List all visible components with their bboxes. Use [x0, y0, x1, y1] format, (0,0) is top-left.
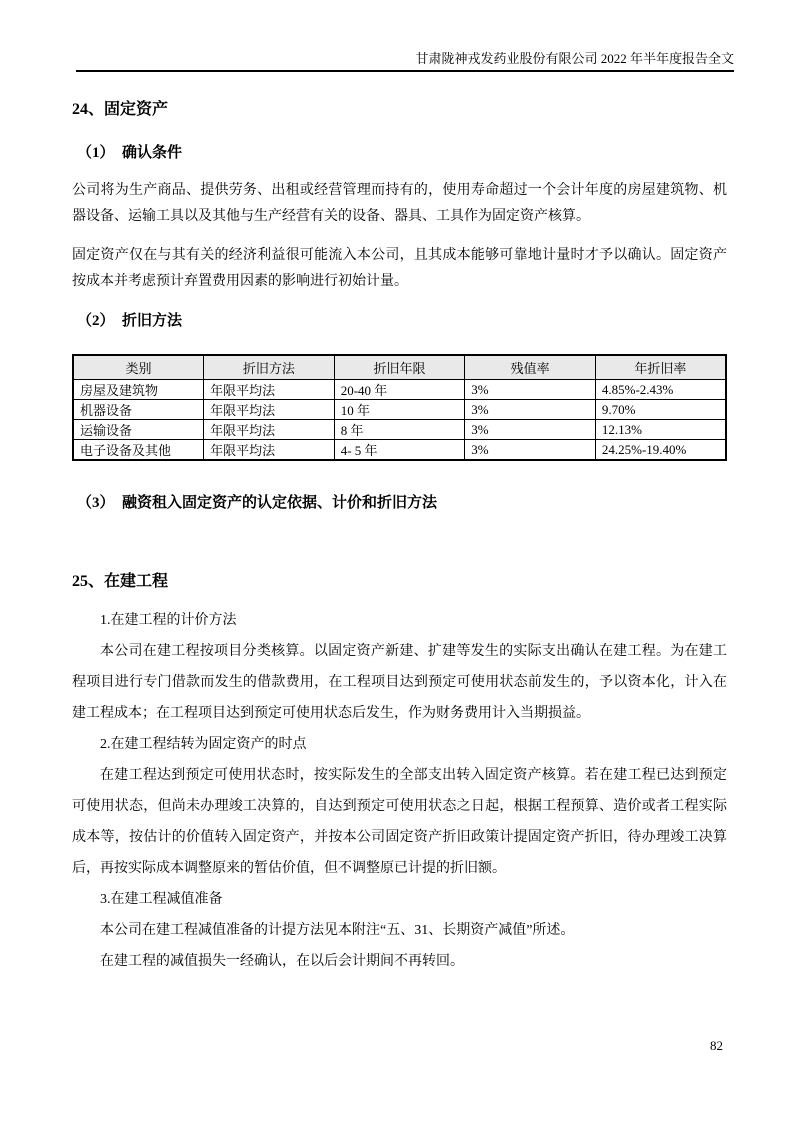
section-25-body	[72, 605, 727, 977]
table-cell: 20-40 年	[334, 380, 465, 400]
table-cell: 4.85%-2.43%	[595, 380, 726, 400]
page-header	[76, 0, 734, 72]
table-header-residual-rate: 残值率	[465, 355, 596, 380]
table-cell: 8 年	[334, 420, 465, 440]
table-cell: 3%	[465, 380, 596, 400]
depreciation-table	[72, 354, 727, 461]
table-row	[73, 420, 726, 440]
section-25-title: 25、在建工程	[72, 573, 169, 590]
subsection-24-3-title: （3） 融资租入固定资产的认定依据、计价和折旧方法	[77, 495, 438, 511]
table-header-annual-rate: 年折旧率	[595, 355, 726, 380]
table-header-years: 折旧年限	[334, 355, 465, 380]
table-cell: 24.25%-19.40%	[595, 440, 726, 461]
item-2-heading: 2.在建工程结转为固定资产的时点	[100, 737, 307, 752]
header-title: 甘肃陇神戎发药业股份有限公司 2022 年半年度报告全文	[415, 51, 734, 66]
table-cell: 3%	[465, 420, 596, 440]
table-row	[73, 440, 726, 461]
page-content	[72, 96, 727, 977]
table-cell: 12.13%	[595, 420, 726, 440]
subsection-24-1-title: （1） 确认条件	[77, 145, 183, 161]
table-header-category: 类别	[73, 355, 204, 380]
table-cell: 运输设备	[73, 420, 204, 440]
page-number: 82	[710, 1038, 723, 1053]
table-cell: 3%	[465, 440, 596, 461]
depreciation-table-body	[73, 380, 726, 461]
subsection-24-2-title: （2） 折旧方法	[77, 313, 183, 329]
item-3-paragraph-1: 本公司在建工程减值准备的计提方法见本附注“五、31、长期资产减值”所述。	[100, 923, 575, 938]
paragraph-recognition-2: 固定资产仅在与其有关的经济利益很可能流入本公司，且其成本能够可靠地计量时才予以确认。固定资产按成本并考虑预计弃置费用因素的影响进行初始计量。	[72, 248, 727, 289]
table-cell: 4- 5 年	[334, 440, 465, 461]
table-cell: 年限平均法	[204, 380, 335, 400]
table-cell: 年限平均法	[204, 440, 335, 461]
item-3-paragraph-2: 在建工程的减值损失一经确认，在以后会计期间不再转回。	[100, 954, 464, 969]
item-1-heading: 1.在建工程的计价方法	[100, 613, 237, 628]
table-header-row	[73, 355, 726, 380]
table-cell: 9.70%	[595, 400, 726, 420]
table-cell: 机器设备	[73, 400, 204, 420]
section-24-title: 24、固定资产	[72, 101, 169, 118]
item-1-paragraph: 本公司在建工程按项目分类核算。以固定资产新建、扩建等发生的实际支出确认在建工程。为在建工程项目进行专门借款而发生的借款费用，在工程项目达到预定可使用状态前发生的，予以资本化，计入在建工程成本；在工程项目达到预定可使用状态后发生，作为财务费用计入当期损益。	[72, 644, 727, 721]
table-cell: 年限平均法	[204, 420, 335, 440]
table-row	[73, 400, 726, 420]
item-3-heading: 3.在建工程减值准备	[100, 892, 223, 907]
table-header-method: 折旧方法	[204, 355, 335, 380]
paragraph-recognition-1: 公司将为生产商品、提供劳务、出租或经营管理而持有的，使用寿命超过一个会计年度的房屋建筑物、机器设备、运输工具以及其他与生产经营有关的设备、器具、工具作为固定资产核算。	[72, 183, 727, 224]
table-cell: 年限平均法	[204, 400, 335, 420]
item-2-paragraph: 在建工程达到预定可使用状态时，按实际发生的全部支出转入固定资产核算。若在建工程已达到预定可使用状态，但尚未办理竣工决算的，自达到预定可使用状态之日起，根据工程预算、造价或者工程实际成本等，按估计的价值转入固定资产，并按本公司固定资产折旧政策计提固定资产折旧，待办理竣工决算后，再按实际成本调整原来的暂估价值，但不调整原已计提的折旧额。	[72, 768, 727, 876]
table-row	[73, 380, 726, 400]
table-cell: 3%	[465, 400, 596, 420]
table-cell: 电子设备及其他	[73, 440, 204, 461]
table-cell: 10 年	[334, 400, 465, 420]
table-cell: 房屋及建筑物	[73, 380, 204, 400]
depreciation-table-head	[73, 355, 726, 380]
